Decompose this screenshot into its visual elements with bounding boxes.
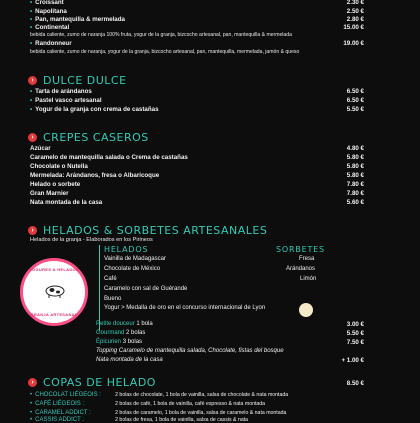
bullet-icon: • [30, 8, 33, 15]
bullet-icon: • [30, 40, 33, 47]
sorbetes-column-title: SORBETES [276, 245, 325, 254]
bullet-icon: • [30, 24, 33, 31]
copa-item: • CAFÉ LIÉGEOIS : 2 bolas de café, 1 bola de vainilla, café espresso & nata montada [30, 401, 266, 407]
size-option: Épicurien 3 bolas [96, 339, 143, 345]
arrow-right-icon: › [28, 133, 37, 142]
section-subtitle: Helados de la granja - Elaborados en los Pirineos [30, 237, 153, 243]
helados-column-title: HELADOS [104, 245, 149, 254]
flavor: Vainilla de Madagascar [104, 256, 166, 262]
bullet-icon: • [30, 410, 33, 416]
arrow-right-icon: › [28, 226, 37, 235]
menu-item: • Napolitana 2.50 € [30, 8, 364, 15]
section-header-copas: › COPAS DE HELADO [28, 376, 156, 389]
nata-line: Nata montada de la casa [96, 357, 163, 363]
menu-item: • Pan, mantequilla & mermelada 2.80 € [30, 16, 364, 23]
menu-item: Caramelo de mantequilla salada o Crema de castañas 5.80 € [30, 154, 364, 161]
sorbet-flavor: Arándanos [286, 266, 316, 272]
arrow-right-icon: › [28, 378, 37, 387]
sorbet-flavor: Fresa [299, 256, 315, 262]
topping-line: Topping Caramelo de mantequilla salada, Chocolate, fistas del bosque [96, 348, 284, 354]
farm-logo: YOGURES & HELADOS GRANJA ARTESANAL [20, 258, 88, 326]
flavor: Caramelo con sal de Guérande [104, 286, 188, 292]
section-header-crepes: › CREPES CASEROS [28, 131, 149, 144]
menu-item: • Tarta de arándanos 6.50 € [30, 88, 364, 95]
menu-item: Mermelada: Arándanos, fresa o Albaricoque 5.80 € [30, 172, 364, 179]
price: + 1.00 € [341, 357, 364, 364]
section-header-helados: › HELADOS & SORBETES ARTESANALES [28, 224, 267, 237]
arrow-right-icon: › [28, 76, 37, 85]
bullet-icon: • [30, 0, 33, 6]
bullet-icon: • [30, 97, 33, 104]
size-option: Gourmand 2 bolas [96, 330, 146, 336]
divider [99, 245, 100, 331]
price: 3.00 € [346, 321, 364, 328]
item-description: bebida caliente, zumo de naranja 100% fruta, yogur de la granja, bizcocho artesanal, pan, mantequilla & mermelada [30, 32, 292, 38]
menu-item: Azúcar 4.80 € [30, 145, 364, 152]
bullet-icon: • [30, 401, 33, 407]
bullet-icon: • [30, 16, 33, 23]
yogur-line: Yogur > Medalla de oro en el concurso internacional de Lyon [104, 305, 266, 311]
price: 5.50 € [346, 330, 364, 337]
menu-item: • Pastel vasco artesanal 6.50 € [30, 97, 364, 104]
bullet-icon: • [30, 417, 33, 423]
flavor: Bueno [104, 296, 122, 302]
copa-item: • CARAMEL ADDICT : 2 bolas de caramelo, 1 bola de vainilla, salsa de caramelo & nata montada [30, 410, 287, 416]
price: 8.50 € [346, 380, 364, 387]
flavor: Café [104, 276, 117, 282]
bullet-icon: • [30, 392, 33, 398]
flavor: Chocolate de México [104, 266, 161, 272]
copa-item: • CHOCOLAT LIÉGEOIS : 2 bolas de chocolate, 1 bola de vainilla, salsa de chocolate & nata montada [30, 392, 289, 398]
item-description: bebida caliente, zumo de naranja, yogur de la granja, bizcocho artesanal, pan, mantequilla, mermelada, jamón & queso [30, 49, 300, 55]
menu-item: Helado o sorbete 7.80 € [30, 181, 364, 188]
gold-medal-icon [299, 303, 313, 317]
cow-icon [43, 281, 67, 299]
bullet-icon: • [30, 88, 33, 95]
price: 7.50 € [346, 339, 364, 346]
copa-item: • CASSIS ADDICT : 2 bolas de fresa, 1 bola de vainilla, salsa de cassis & nata [30, 417, 249, 423]
menu-item: • Continental 15.00 € [30, 24, 364, 31]
menu-item: Chocolate o Nutella 5.80 € [30, 163, 364, 170]
size-option: Petite douceur 1 bola [96, 321, 153, 327]
menu-item: Gran Marnier 7.80 € [30, 190, 364, 197]
bullet-icon: • [30, 106, 33, 113]
menu-item: • Yogur de la granja con crema de castañas 5.50 € [30, 106, 364, 113]
sorbet-flavor: Limón [300, 276, 317, 282]
menu-item: Nata montada de la casa 5.60 € [30, 199, 364, 206]
menu-item: • Croissant 2.30 € [30, 0, 364, 6]
section-header-dulce: › DULCE DULCE [28, 74, 127, 87]
menu-item: • Randonneur 19.00 € [30, 40, 364, 47]
